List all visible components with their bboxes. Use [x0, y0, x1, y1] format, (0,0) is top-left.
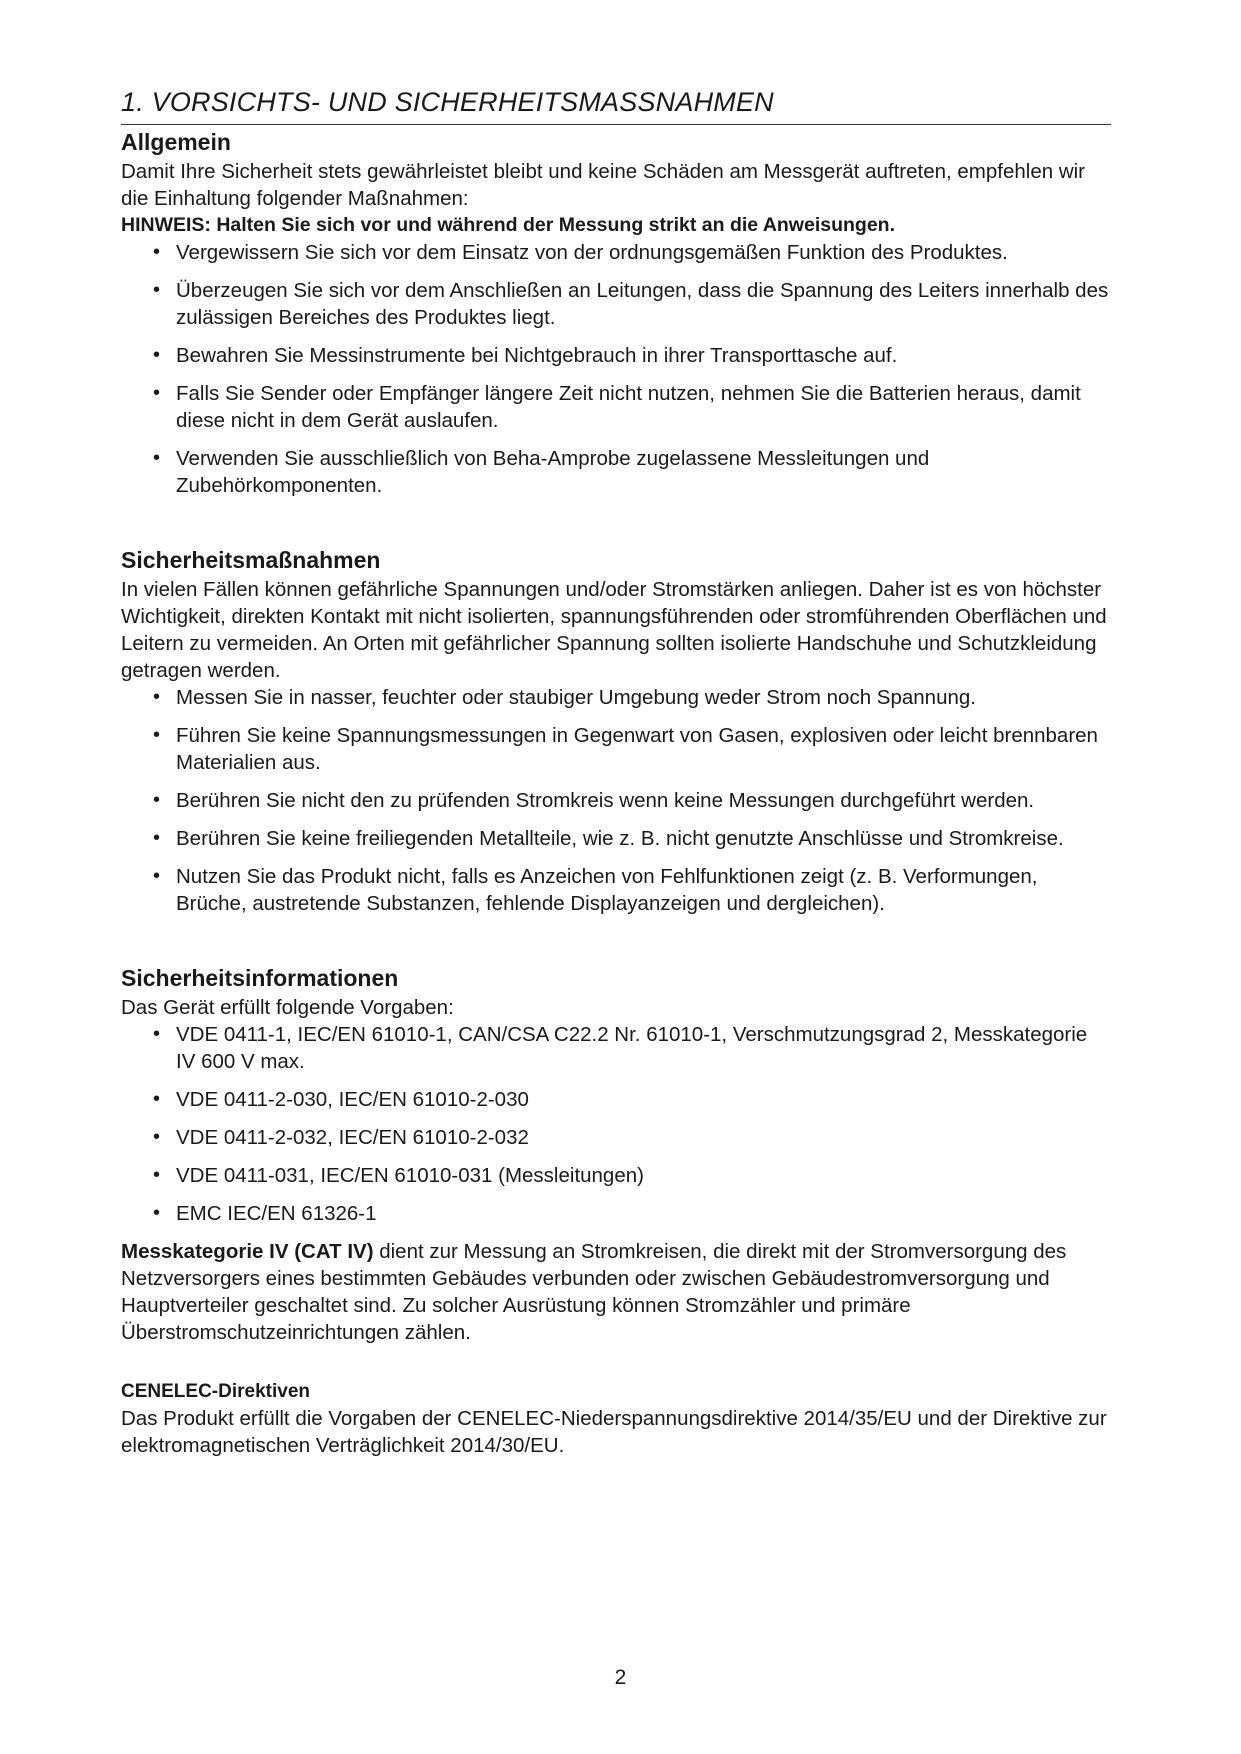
section-heading-sicherheitsmassnahmen: Sicherheitsmaßnahmen	[121, 547, 381, 573]
list-item: • VDE 0411-031, IEC/EN 61010-031 (Messleitungen)	[153, 1164, 644, 1187]
cat-iv-paragraph	[121, 1238, 1111, 1346]
bullet-icon: •	[153, 1023, 161, 1045]
section-sicherheitsmassnahmen	[121, 545, 1111, 917]
cat-iv-term: Messkategorie IV (CAT IV)	[121, 1240, 374, 1263]
bullet-icon: •	[153, 1164, 161, 1186]
bullet-icon: •	[153, 827, 161, 849]
hinweis-note: HINWEIS: Halten Sie sich vor und während der Messung strikt an die Anweisungen.	[121, 214, 895, 236]
section-heading-sicherheitsinformationen: Sicherheitsinformationen	[121, 965, 399, 991]
cat-iv-description: dient zur Messung an Stromkreisen, die direkt mit der Stromversorgung des Netzversorgers eines bestimmten Gebäudes verbunden oder zwischen Gebäudestromversorgung und Hauptverteiler geschaltet sind. Zu solcher Ausrüstung können Stromzähler und primäre Überstromschutzeinrichtungen zählen.	[121, 1240, 1067, 1344]
list-item: • Nutzen Sie das Produkt nicht, falls es Anzeichen von Fehlfunktionen zeigt (z. B. Verformungen, Brüche, austretende Substanzen, fehlende Displayanzeigen und dergleichen).	[153, 865, 1038, 915]
bullet-icon: •	[153, 789, 161, 811]
document-page	[121, 82, 1111, 1459]
standards-list	[121, 1021, 1111, 1227]
bullet-icon: •	[153, 279, 161, 301]
list-item: • VDE 0411-2-032, IEC/EN 61010-2-032	[153, 1126, 529, 1149]
sicherheitsmassnahmen-list	[121, 684, 1111, 917]
list-item: • Verwenden Sie ausschließlich von Beha-Amprobe zugelassene Messleitungen und Zubehörkomponenten.	[153, 447, 930, 497]
cenelec-text: Das Produkt erfüllt die Vorgaben der CENELEC-Niederspannungsdirektive 2014/35/EU und der Direktive zur elektromagnetischen Verträglichkeit 2014/30/EU.	[121, 1407, 1107, 1457]
section-cenelec	[121, 1378, 1111, 1459]
list-item: • VDE 0411-2-030, IEC/EN 61010-2-030	[153, 1088, 529, 1111]
bullet-icon: •	[153, 344, 161, 366]
list-item: • Vergewissern Sie sich vor dem Einsatz von der ordnungsgemäßen Funktion des Produktes.	[153, 241, 1008, 264]
list-item: • Berühren Sie keine freiliegenden Metallteile, wie z. B. nicht genutzte Anschlüsse und Stromkreise.	[153, 827, 1064, 850]
bullet-icon: •	[153, 865, 161, 887]
section-heading-allgemein: Allgemein	[121, 129, 231, 155]
bullet-icon: •	[153, 1088, 161, 1110]
section-sicherheitsinformationen	[121, 963, 1111, 1346]
sicherheitsmassnahmen-intro: In vielen Fällen können gefährliche Spannungen und/oder Stromstärken anliegen. Daher ist es von höchster Wichtigkeit, direkten Kontakt mit nicht isolierten, spannungsführenden oder stromführenden Oberflächen und Leitern zu vermeiden. An Orten mit gefährlicher Spannung sollten isolierte Handschuhe und Schutzkleidung getragen werden.	[121, 578, 1107, 682]
sicherheitsinformationen-intro: Das Gerät erfüllt folgende Vorgaben:	[121, 996, 454, 1019]
section-allgemein	[121, 127, 1111, 499]
document-title: 1. VORSICHTS- UND SICHERHEITSMASSNAHMEN	[121, 82, 1111, 125]
allgemein-list	[121, 239, 1111, 499]
allgemein-intro: Damit Ihre Sicherheit stets gewährleistet bleibt und keine Schäden am Messgerät auftreten, empfehlen wir die Einhaltung folgender Maßnahmen:	[121, 160, 1086, 210]
bullet-icon: •	[153, 1202, 161, 1224]
bullet-icon: •	[153, 447, 161, 469]
list-item: • Bewahren Sie Messinstrumente bei Nichtgebrauch in ihrer Transporttasche auf.	[153, 344, 898, 367]
bullet-icon: •	[153, 241, 161, 263]
list-item: • EMC IEC/EN 61326-1	[153, 1202, 377, 1225]
section-heading-cenelec: CENELEC-Direktiven	[121, 1381, 310, 1402]
list-item: • Messen Sie in nasser, feuchter oder staubiger Umgebung weder Strom noch Spannung.	[153, 686, 976, 709]
bullet-icon: •	[153, 724, 161, 746]
bullet-icon: •	[153, 686, 161, 708]
bullet-icon: •	[153, 382, 161, 404]
page-number: 2	[614, 1666, 627, 1689]
list-item: • Überzeugen Sie sich vor dem Anschließen an Leitungen, dass die Spannung des Leiters innerhalb des zulässigen Bereiches des Produktes liegt.	[153, 279, 1109, 329]
list-item: • VDE 0411-1, IEC/EN 61010-1, CAN/CSA C22.2 Nr. 61010-1, Verschmutzungsgrad 2, Messkategorie IV 600 V max.	[153, 1023, 1088, 1073]
list-item: • Falls Sie Sender oder Empfänger längere Zeit nicht nutzen, nehmen Sie die Batterien heraus, damit diese nicht in dem Gerät auslaufen.	[153, 382, 1081, 432]
bullet-icon: •	[153, 1126, 161, 1148]
list-item: • Berühren Sie nicht den zu prüfenden Stromkreis wenn keine Messungen durchgeführt werden.	[153, 789, 1035, 812]
list-item: • Führen Sie keine Spannungsmessungen in Gegenwart von Gasen, explosiven oder leicht brennbaren Materialien aus.	[153, 724, 1098, 774]
